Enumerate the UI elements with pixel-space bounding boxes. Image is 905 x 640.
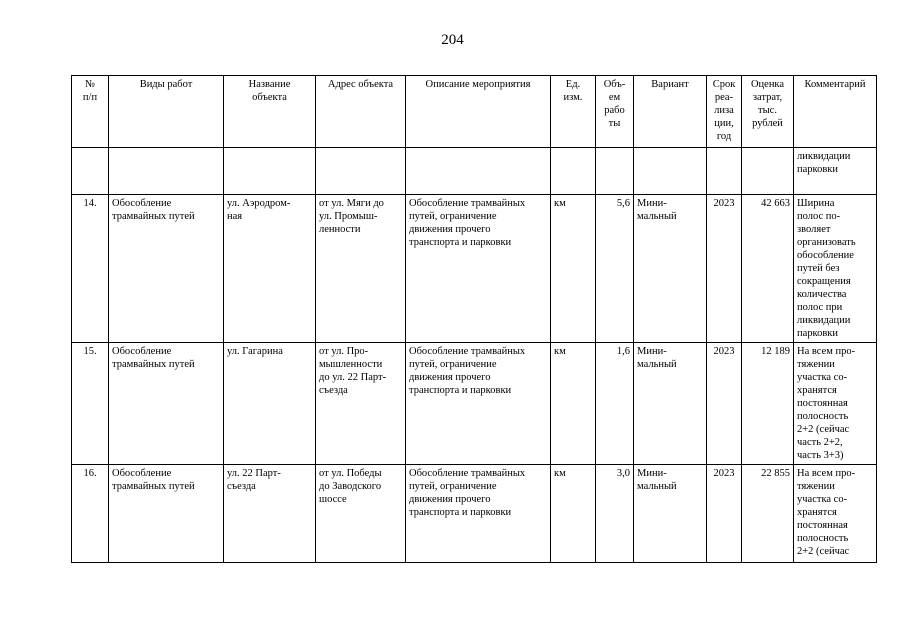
- header-object: Название объекта: [224, 76, 316, 148]
- cell-work-type: Обособление трамвайных путей: [109, 343, 224, 465]
- header-work-type: Виды работ: [109, 76, 224, 148]
- table-row: [72, 343, 877, 465]
- cell-volume: 5,6: [596, 195, 634, 343]
- cell-comment: Ширина полос по- зволяет организовать обособление путей без сокращения количества полос при ликвидации парковки: [794, 195, 877, 343]
- header-variant: Вариант: [634, 76, 707, 148]
- cell-cost: 42 663: [742, 195, 794, 343]
- cell-comment: На всем про- тяжении участка со- хранятся постоянная полосность 2+2 (сейчас: [794, 465, 877, 563]
- cell-work-type: Обособление трамвайных путей: [109, 465, 224, 563]
- table-row: [72, 195, 877, 343]
- cell-address: от ул. Мяги до ул. Промыш- ленности: [316, 195, 406, 343]
- cell-variant: Мини- мальный: [634, 465, 707, 563]
- header-unit: Ед. изм.: [551, 76, 596, 148]
- cell-num: 16.: [72, 465, 109, 563]
- cell-cost: 22 855: [742, 465, 794, 563]
- cell-variant: Мини- мальный: [634, 343, 707, 465]
- cell-description: Обособление трамвайных путей, ограничение движения прочего транспорта и парковки: [406, 343, 551, 465]
- table-header-row: [72, 76, 877, 148]
- cell-cost: 12 189: [742, 343, 794, 465]
- header-address: Адрес объекта: [316, 76, 406, 148]
- table-row-continuation: [72, 148, 877, 195]
- works-table: [71, 75, 877, 563]
- cell-comment: ликвидации парковки: [794, 148, 877, 195]
- cell-comment: На всем про- тяжении участка со- хранятся постоянная полосность 2+2 (сейчас часть 2+2, часть 3+3): [794, 343, 877, 465]
- cell-unit: км: [551, 195, 596, 343]
- cell-num: 14.: [72, 195, 109, 343]
- cell-work-type: Обособление трамвайных путей: [109, 195, 224, 343]
- page-number: 204: [441, 32, 464, 48]
- cell-unit: км: [551, 343, 596, 465]
- cell-address: от ул. Про- мышленности до ул. 22 Парт- съезда: [316, 343, 406, 465]
- cell-object: ул. Аэродром- ная: [224, 195, 316, 343]
- table-row: [72, 465, 877, 563]
- header-volume: Объ- ем рабо ты: [596, 76, 634, 148]
- cell-object: ул. Гагарина: [224, 343, 316, 465]
- cell-description: Обособление трамвайных путей, ограничение движения прочего транспорта и парковки: [406, 465, 551, 563]
- cell-volume: 3,0: [596, 465, 634, 563]
- header-cost: Оценка затрат, тыс. рублей: [742, 76, 794, 148]
- header-year: Срок реа- лиза ции, год: [707, 76, 742, 148]
- cell-object: ул. 22 Парт- съезда: [224, 465, 316, 563]
- cell-year: 2023: [707, 343, 742, 465]
- header-comment: Комментарий: [794, 76, 877, 148]
- header-num: № п/п: [72, 76, 109, 148]
- cell-address: от ул. Победы до Заводского шоссе: [316, 465, 406, 563]
- cell-volume: 1,6: [596, 343, 634, 465]
- cell-year: 2023: [707, 195, 742, 343]
- cell-year: 2023: [707, 465, 742, 563]
- cell-unit: км: [551, 465, 596, 563]
- cell-variant: Мини- мальный: [634, 195, 707, 343]
- cell-description: Обособление трамвайных путей, ограничение движения прочего транспорта и парковки: [406, 195, 551, 343]
- header-description: Описание мероприятия: [406, 76, 551, 148]
- cell-num: 15.: [72, 343, 109, 465]
